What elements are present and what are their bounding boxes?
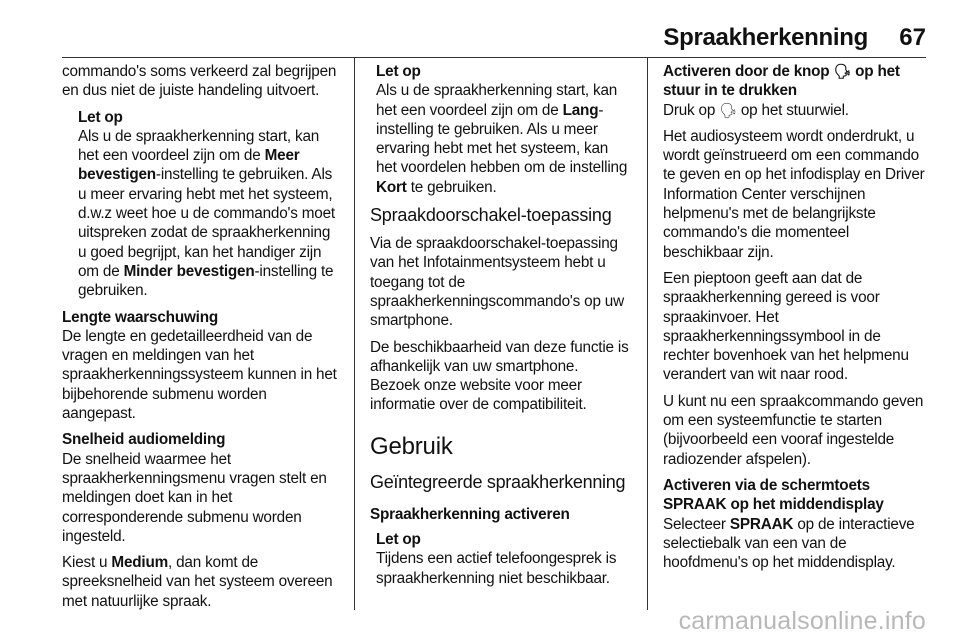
note-body: Als u de spraakherkenning start, kan het een voordeel zijn om de Lang-instelling te gebruiken. Als u meer ervaring hebt met het systeem, kan het voordelen hebben om de instelling Kort te gebruiken.	[376, 82, 628, 196]
steering-paragraph-1: Het audiosysteem wordt onderdrukt, u wordt geïnstrueerd om een commando te geven en op het infodisplay en Driver Information Center verschijnen helpmenu's met de belangrijkste commando's die momenteel beschikbaar zijn.	[663, 127, 925, 261]
steering-paragraph-3: U kunt nu een spraakcommando geven om een systeemfunctie te starten (bijvoorbeeld een vooraf ingestelde radiozender afspelen).	[663, 392, 924, 468]
screen-instruction: Selecteer SPRAAK op de interactieve selectiebalk van een van de hoofdmenu's op het middendisplay.	[663, 515, 915, 572]
steering-paragraph-2: Een pieptoon geeft aan dat de spraakherkenning gereed is voor spraakinvoer. Het spraakherkenningssymbool in de rechter bovenhoek van het helpmenu verandert van wit naar rood.	[663, 269, 909, 384]
voice-steering-icon: 🗣︎	[833, 63, 852, 79]
speed-block	[62, 430, 342, 611]
note-phone-call	[370, 530, 632, 588]
integrated-voice-heading: Geïntegreerde spraakherkenning	[370, 471, 626, 492]
column-divider-1	[354, 58, 355, 610]
steering-button-heading: Activeren door de knop 🗣︎ op het stuur in te drukken	[663, 63, 900, 100]
page-number: 67	[899, 24, 926, 51]
length-warning-block	[62, 308, 342, 424]
speed-medium-text: Kiest u Medium, dan komt de spreeksnelheid van het systeem overeen met natuurlijke spraak.	[62, 554, 333, 610]
column-1	[62, 62, 342, 618]
watermark: carmanualsonline.info	[678, 607, 926, 635]
note-heading: Let op	[78, 108, 123, 126]
page-title: Spraakherkenning	[663, 24, 868, 51]
length-warning-text: De lengte en gedetailleerdheid van de vragen en meldingen van het spraakherkenningssysteem kunnen in het bijbehorende submenu worden aangepast.	[62, 327, 337, 423]
section-passthrough-heading: Spraakdoorschakel-toepassing	[370, 205, 612, 226]
column-2	[370, 62, 632, 595]
header-rule	[62, 57, 926, 58]
note-body: Als u de spraakherkenning start, kan het een voordeel zijn om de Meer bevestigen-instelling te gebruiken. Als u meer ervaring hebt met het systeem, d.w.z weet hoe u de commando's moet uitspreken zodat de spraakherkenning u goed begrijpt, kan het handiger zijn om de Minder bevestigen-instelling te gebruiken.	[78, 127, 335, 300]
note-length	[370, 62, 632, 197]
column-divider-2	[647, 58, 648, 610]
speed-text: De snelheid waarmee het spraakherkenningsmenu vragen stelt en meldingen doet kan in het corresponderende submenu worden ingesteld.	[62, 450, 327, 545]
note-heading: Let op	[376, 63, 421, 80]
note-confirm	[62, 108, 342, 301]
intro-paragraph: commando's soms verkeerd zal begrijpen en dus niet de juiste handeling uitvoert.	[62, 63, 337, 100]
passthrough-paragraph-2: De beschikbaarheid van deze functie is afhankelijk van uw smartphone. Bezoek onze website voor meer informatie over de compatibiliteit.	[370, 338, 629, 414]
chapter-heading: Gebruik	[370, 432, 453, 460]
column-3	[663, 62, 927, 579]
press-instruction: Druk op 🗣︎ op het stuurwiel.	[663, 101, 849, 119]
length-warning-heading: Lengte waarschuwing	[62, 308, 218, 326]
voice-steering-icon: 🗣︎	[719, 101, 737, 118]
speed-heading: Snelheid audiomelding	[62, 431, 226, 449]
note-body: Tijdens een actief telefoongesprek is spraakherkenning niet beschikbaar.	[376, 550, 617, 587]
note-heading: Let op	[376, 531, 421, 549]
page-header	[62, 18, 926, 58]
activate-voice-heading: Spraakherkenning activeren	[370, 505, 570, 523]
screen-button-heading: Activeren via de schermtoets SPRAAK op het middendisplay	[663, 476, 884, 514]
passthrough-paragraph-1: Via de spraakdoorschakel-toepassing van het Infotainmentsysteem hebt u toegang tot de spraakherkenningscommando's op uw smartphone.	[370, 235, 624, 330]
